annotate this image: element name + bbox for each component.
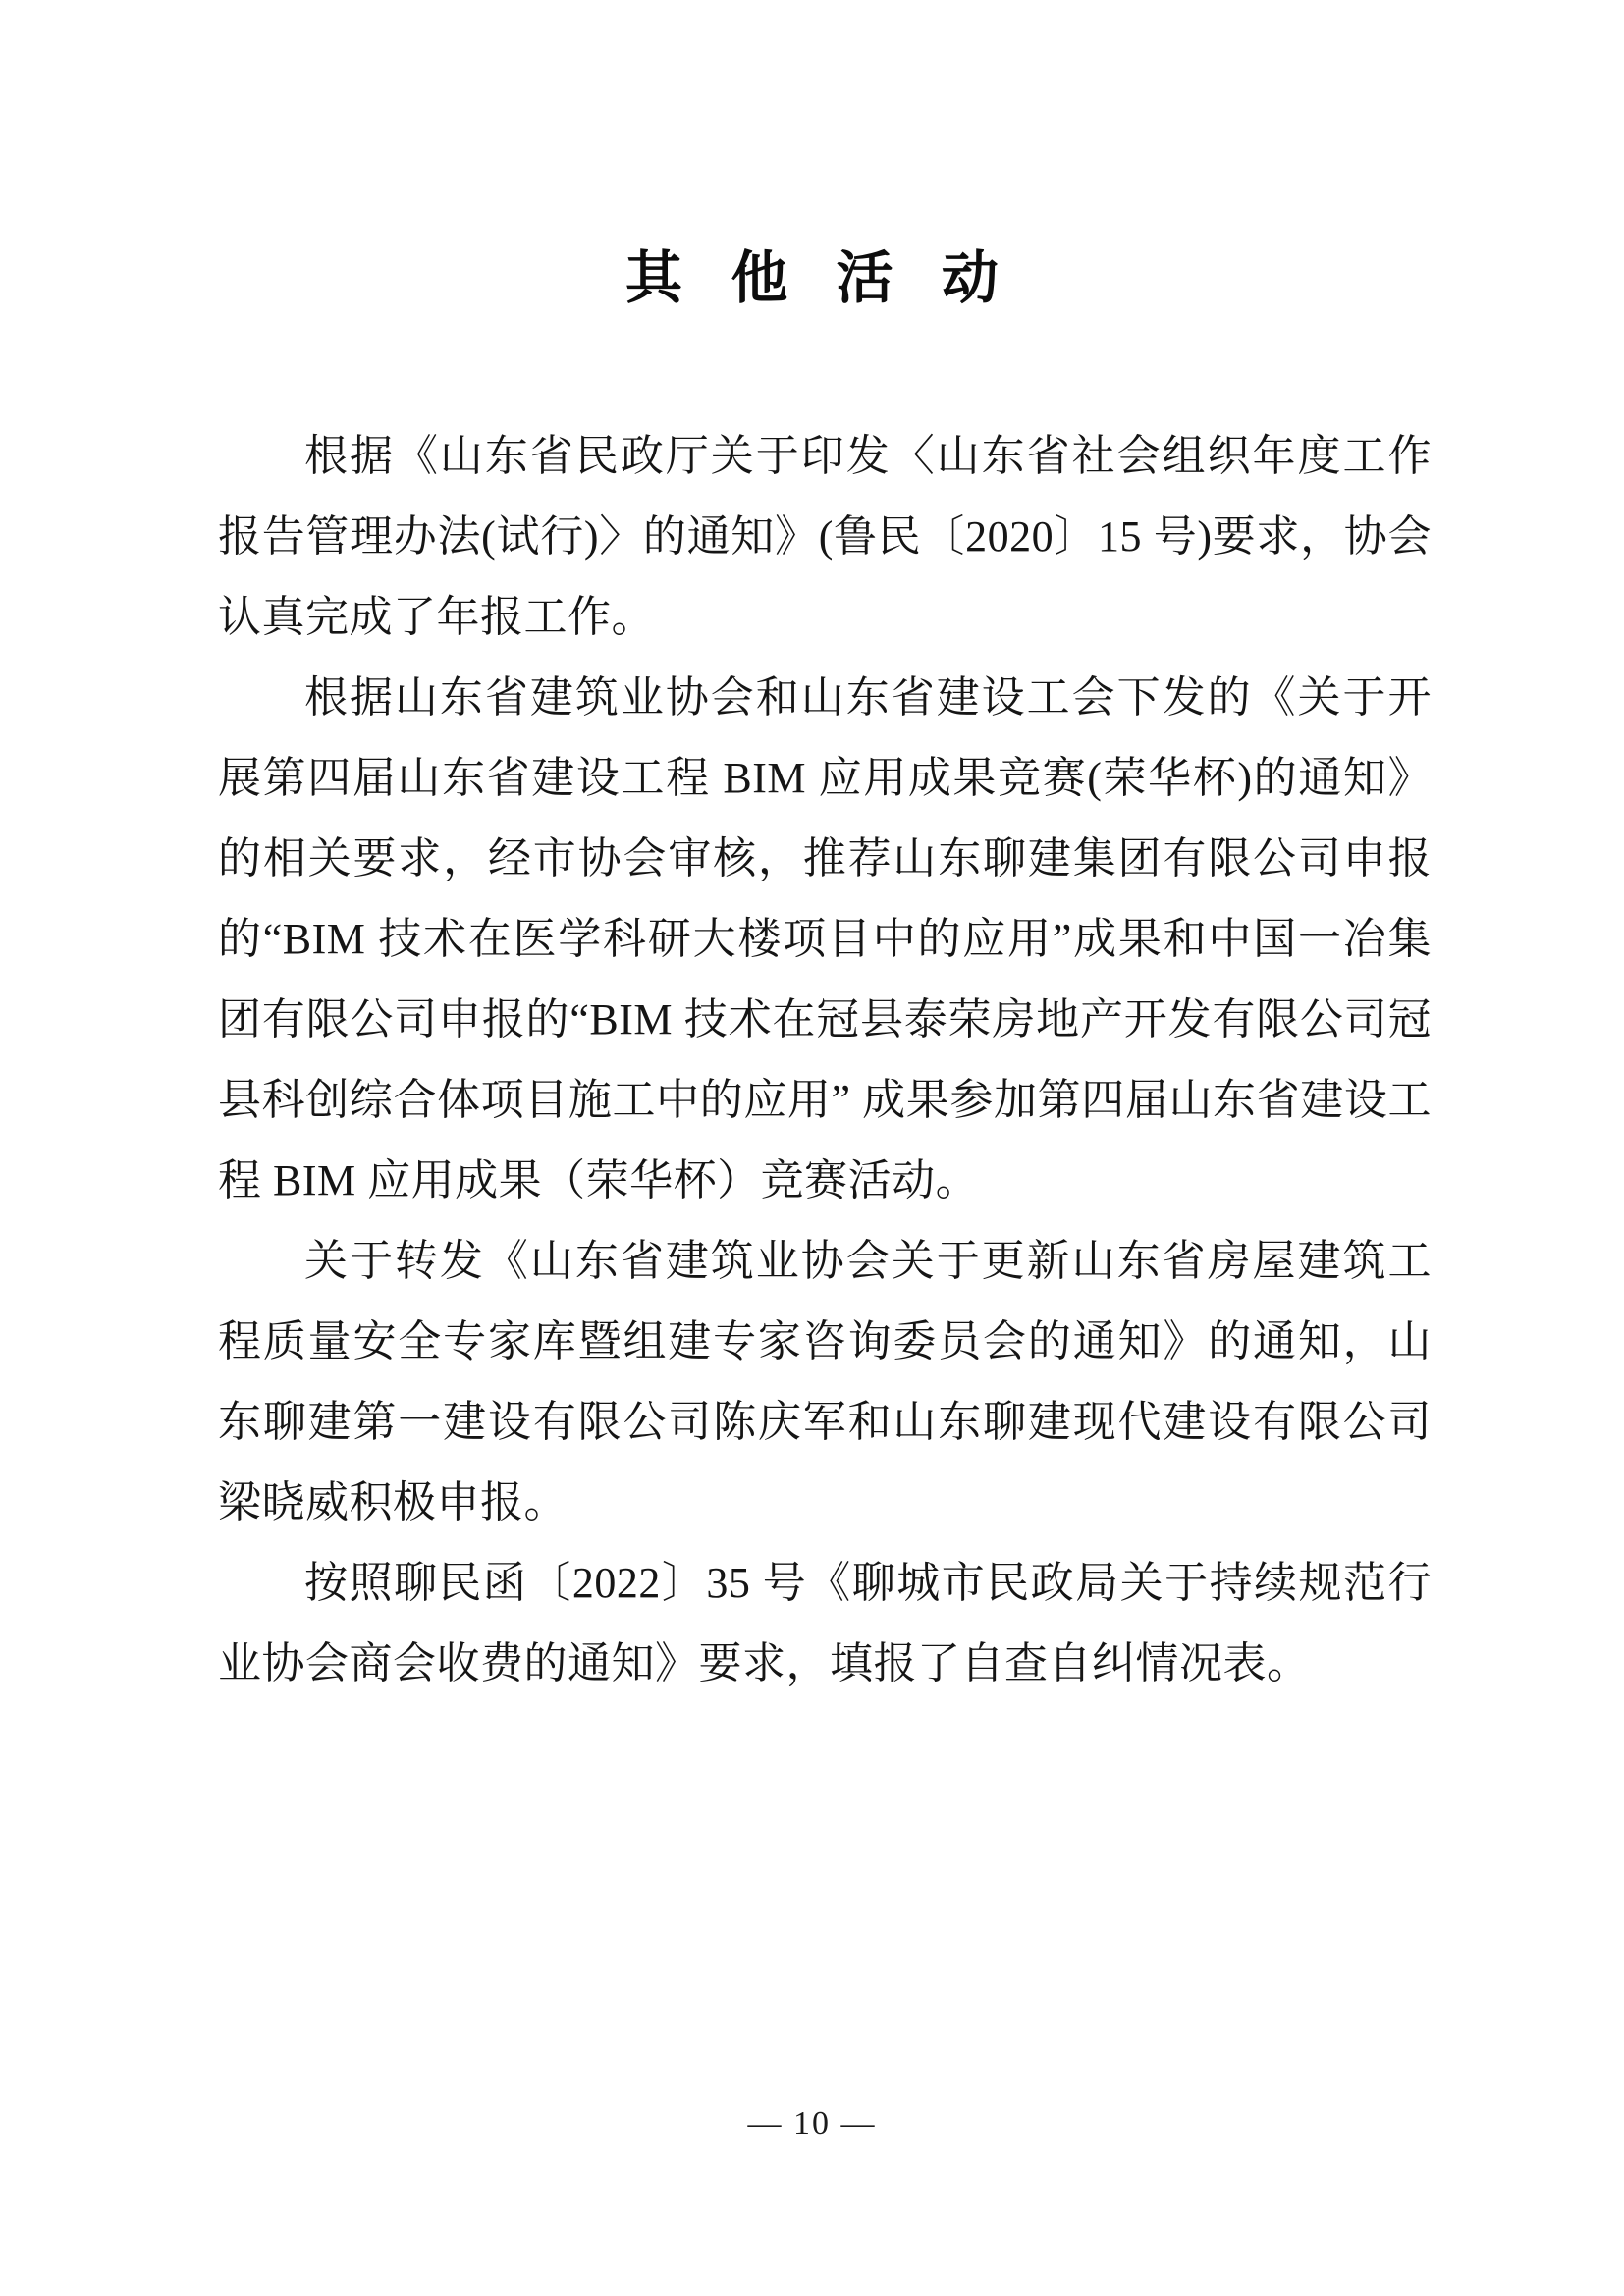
paragraph-expert-pool: 关于转发《山东省建筑业协会关于更新山东省房屋建筑工程质量安全专家库暨组建专家咨询委员会的通知》的通知，山东聊建第一建设有限公司陈庆军和山东聊建现代建设有限公司梁晓威积极申报。 bbox=[218, 1237, 1432, 1526]
page-title: 其 他 活 动 bbox=[625, 246, 1016, 310]
paragraph-bim-competition: 根据山东省建筑业协会和山东省建设工会下发的《关于开展第四届山东省建设工程 BIM 应用成果竞赛(荣华杯)的通知》的相关要求，经市协会审核，推荐山东聊建集团有限公司申报的“BIM 技术在医学科研大楼项目中的应用”成果和中国一冶集团有限公司申报的“BIM 技术在冠县泰荣房地产开发有限公司冠县科创综合体项目施工中的应用” 成果参加第四届山东省建设工程 BIM 应用成果（荣华杯）竞赛活动。 bbox=[218, 673, 1432, 1204]
page-number: — 10 — bbox=[747, 2106, 877, 2142]
document-body bbox=[218, 416, 1432, 1704]
paragraph-annual-report: 根据《山东省民政厅关于印发〈山东省社会组织年度工作报告管理办法(试行)〉的通知》(鲁民〔2020〕15 号)要求，协会认真完成了年报工作。 bbox=[218, 432, 1432, 641]
page-footer bbox=[0, 2103, 1624, 2146]
paragraph-fee-selfcheck: 按照聊民函〔2022〕35 号《聊城市民政局关于持续规范行业协会商会收费的通知》要求，填报了自查自纠情况表。 bbox=[218, 1559, 1432, 1687]
